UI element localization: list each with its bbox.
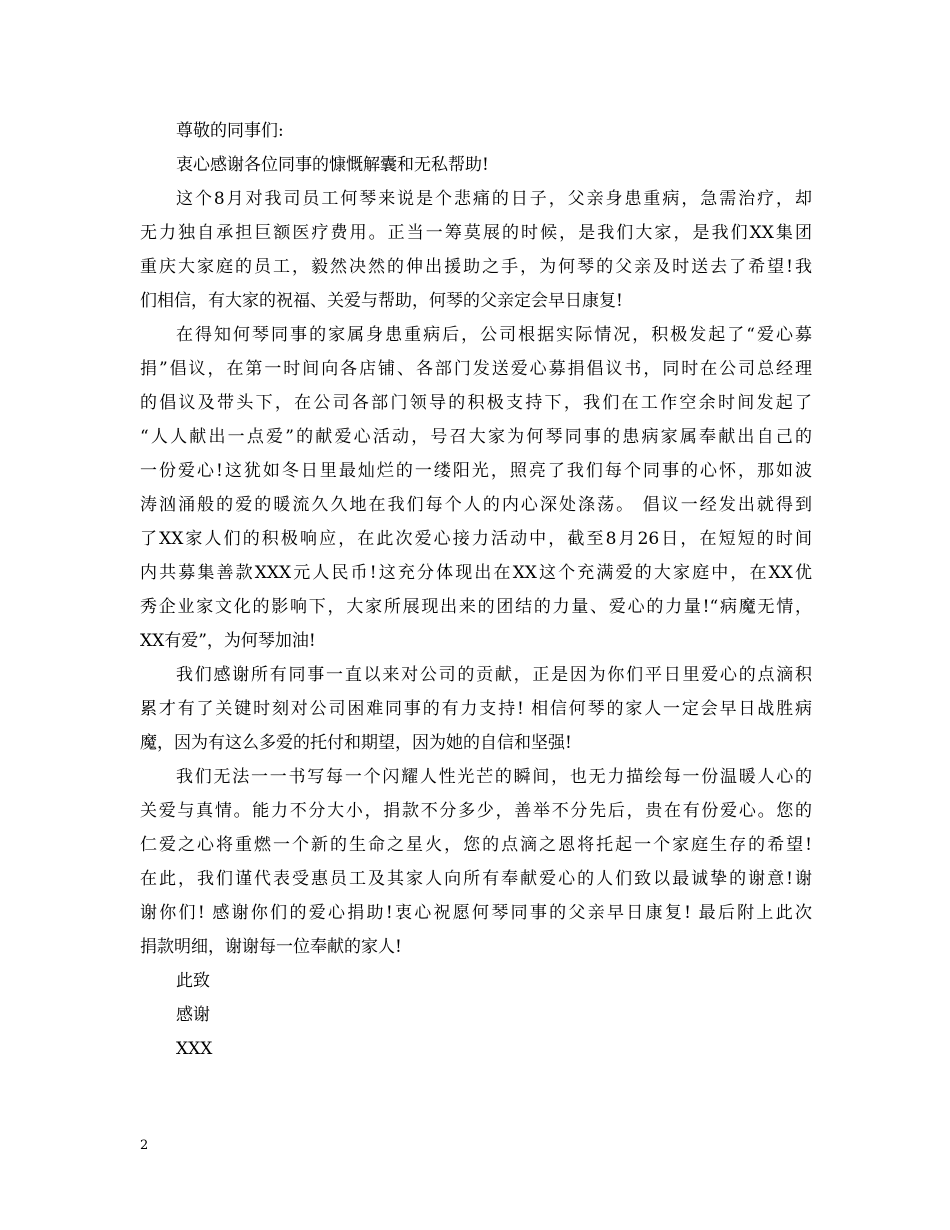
text-line: 了XX家人们的积极响应，在此次爱心接力活动中，截至8月26日，在短短的时间 [140, 529, 812, 549]
text-line: 关爱与真情。能力不分大小，捐款不分多少，善举不分先后，贵在有份爱心。您的 [140, 801, 812, 821]
text-line: 在得知何琴同事的家属身患重病后，公司根据实际情况，积极发起了“爱心募 [176, 325, 812, 345]
text-line: 谢你们! 感谢你们的爱心捐助!衷心祝愿何琴同事的父亲早日康复! 最后附上此次 [140, 903, 812, 923]
text-line: 的倡议及带头下，在公司各部门领导的积极支持下，我们在工作空余时间发起了 [140, 393, 812, 413]
page-number: 2 [140, 1138, 149, 1153]
text-line: 捐款明细，谢谢每一位奉献的家人! [140, 937, 402, 957]
text-line: 仁爱之心将重燃一个新的生命之星火，您的点滴之恩将托起一个家庭生存的希望! [140, 835, 812, 855]
text-line: 一份爱心!这犹如冬日里最灿烂的一缕阳光，照亮了我们每个同事的心怀，那如波 [140, 461, 812, 481]
text-line: 捐”倡议，在第一时间向各店铺、各部门发送爱心募捐倡议书，同时在公司总经理 [140, 359, 812, 379]
text-line: 重庆大家庭的员工，毅然决然的伸出援助之手，为何琴的父亲及时送去了希望!我 [140, 257, 812, 277]
text-line: 衷心感谢各位同事的慷慨解囊和无私帮助! [176, 155, 489, 175]
closing-line: 此致 [176, 971, 210, 991]
text-line: 累才有了关键时刻对公司困难同事的有力支持! 相信何琴的家人一定会早日战胜病 [140, 699, 812, 719]
text-line: XX有爱”，为何琴加油! [140, 631, 316, 651]
text-line: 魔，因为有这么多爱的托付和期望，因为她的自信和坚强! [140, 733, 572, 753]
text-line: 尊敬的同事们: [176, 121, 284, 141]
text-line: 无力独自承担巨额医疗费用。正当一筹莫展的时候，是我们大家，是我们XX集团 [140, 223, 812, 243]
letter-body [140, 114, 812, 1066]
text-line: “人人献出一点爱”的献爱心活动，号召大家为何琴同事的患病家属奉献出自己的 [140, 427, 812, 447]
text-line: 这个8月对我司员工何琴来说是个悲痛的日子，父亲身患重病，急需治疗，却 [176, 189, 812, 209]
text-line: 我们感谢所有同事一直以来对公司的贡献，正是因为你们平日里爱心的点滴积 [176, 665, 812, 685]
text-line: 涛汹涌般的爱的暖流久久地在我们每个人的内心深处涤荡。 倡议一经发出就得到 [140, 495, 812, 515]
text-line: 秀企业家文化的影响下，大家所展现出来的团结的力量、爱心的力量!“病魔无情， [140, 597, 812, 617]
text-line: 我们无法一一书写每一个闪耀人性光芒的瞬间，也无力描绘每一份温暖人心的 [176, 767, 812, 787]
text-line: 在此，我们谨代表受惠员工及其家人向所有奉献爱心的人们致以最诚挚的谢意!谢 [140, 869, 812, 889]
signature-line: XXX [176, 1039, 213, 1059]
closing-line: 感谢 [176, 1005, 210, 1025]
text-line: 内共募集善款XXX元人民币!这充分体现出在XX这个充满爱的大家庭中，在XX优 [140, 563, 812, 583]
text-line: 们相信，有大家的祝福、关爱与帮助，何琴的父亲定会早日康复! [140, 291, 623, 311]
